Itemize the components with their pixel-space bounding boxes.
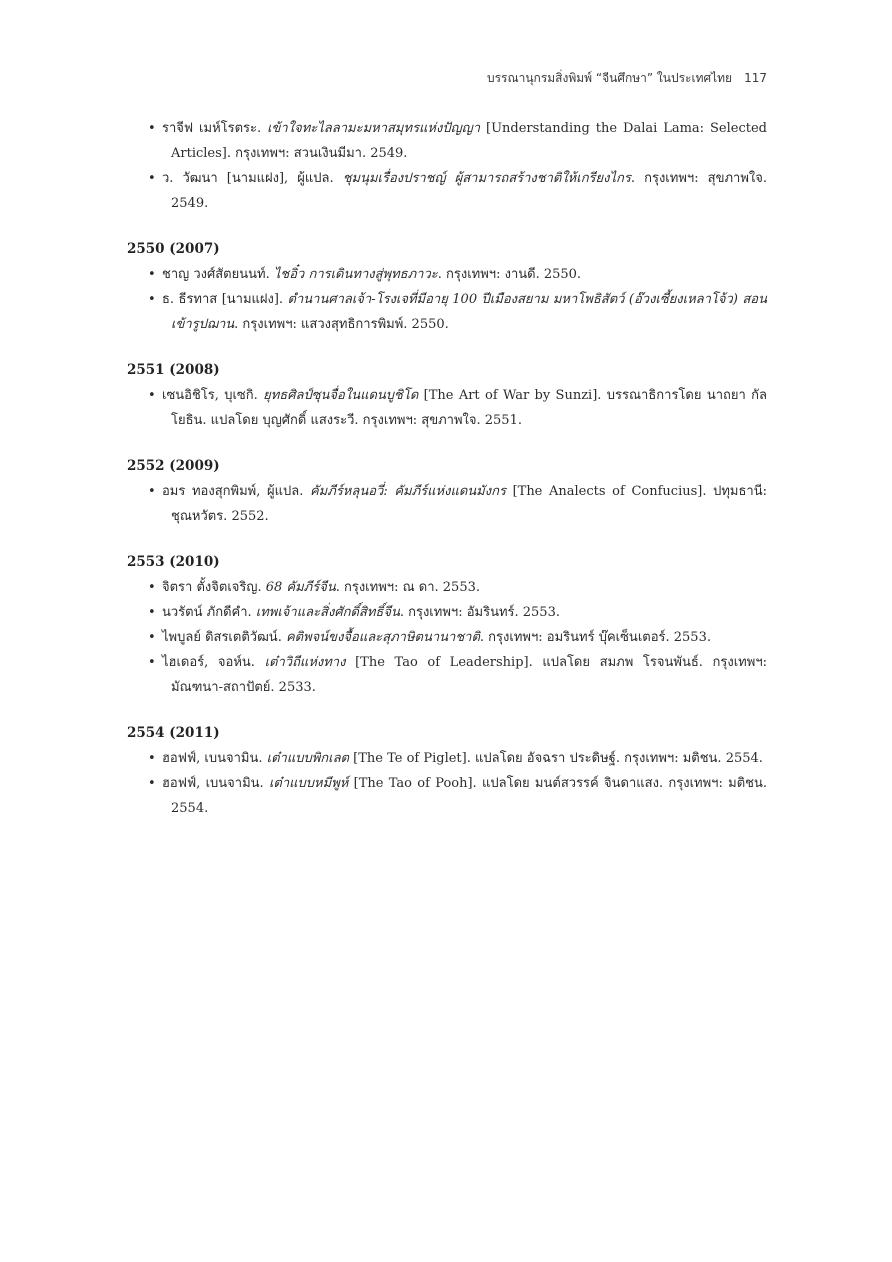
entry-author: อมร ทองสุกพิมพ์, ผู้แปล. (162, 484, 310, 499)
bibliography-entry (127, 262, 767, 287)
entry-publication: . กรุงเทพฯ: สุขภาพใจ. 2549. (171, 171, 768, 211)
entry-author: จิตรา ตั้งจิตเจริญ. (162, 580, 266, 595)
entry-title: 68 คัมภีร์จีน (265, 580, 336, 595)
entry-list (127, 746, 767, 821)
bibliography-entry (127, 746, 767, 771)
bibliography-entry (127, 771, 767, 821)
entry-title: ชุมนุมเรื่องปราชญ์ ผู้สามารถสร้างชาติให้เกรียงไกร (342, 171, 631, 186)
bibliography-section (127, 722, 767, 821)
entry-title: เข้าใจทะไลลามะมหาสมุทรแห่งปัญญา (267, 121, 481, 136)
entry-author: ฮอฟฟ์, เบนจามิน. (162, 776, 269, 791)
bullet-icon: • (148, 292, 156, 307)
entry-author: เซนอิชิโร, บุเซกิ. (162, 388, 264, 403)
entry-author: นวรัตน์ ภักดีคำ. (162, 605, 256, 620)
running-header-title: บรรณานุกรมสิ่งพิมพ์ “จีนศึกษา” ในประเทศไทย (486, 71, 733, 85)
entry-author: ไฮเดอร์, จอห์น. (162, 655, 265, 670)
bibliography-section (127, 238, 767, 337)
bullet-icon: • (148, 484, 156, 499)
bibliography-entry (127, 116, 767, 166)
entry-publication: [The Analects of Confucius]. ปทุมธานี: ชุณหวัตร. 2552. (171, 484, 767, 524)
entry-author: ธ. ธีรทาส [นามแฝง]. (162, 292, 288, 307)
entry-publication: . กรุงเทพฯ: ณ ดา. 2553. (335, 580, 480, 595)
bibliography-section (127, 116, 767, 216)
entry-publication: [The Tao of Pooh]. แปลโดย มนต์สวรรค์ จินดาแสง. กรุงเทพฯ: มติชน. 2554. (171, 776, 767, 816)
entry-author: ชาญ วงศ์สัตยนนท์. (162, 267, 274, 282)
entry-list (127, 383, 767, 433)
bibliography-section (127, 551, 767, 700)
bullet-icon: • (148, 388, 156, 403)
bibliography-entry (127, 383, 767, 433)
entry-author: ฮอฟฟ์, เบนจามิน. (162, 751, 267, 766)
year-heading: 2553 (2010) (127, 554, 220, 570)
bullet-icon: • (148, 171, 156, 186)
running-header (487, 69, 767, 88)
bibliography-entry (127, 479, 767, 529)
entry-publication: [The Te of Piglet]. แปลโดย อัจฉรา ประดิษฐ์. กรุงเทพฯ: มติชน. 2554. (349, 751, 763, 766)
entry-list (127, 116, 767, 216)
year-heading: 2551 (2008) (127, 362, 220, 378)
bibliography-entry (127, 575, 767, 600)
entry-publication: [Understanding the Dalai Lama: Selected Articles]. กรุงเทพฯ: สวนเงินมีมา. 2549. (171, 121, 767, 161)
year-heading: 2552 (2009) (127, 458, 220, 474)
entry-title: ไชอิ๋ว การเดินทางสู่พุทธภาวะ (273, 267, 438, 282)
page-number: 117 (744, 71, 767, 85)
bullet-icon: • (148, 605, 156, 620)
bullet-icon: • (148, 630, 156, 645)
bibliography-section (127, 455, 767, 529)
entry-title: คัมภีร์หลุนอวี่: คัมภีร์แห่งแดนมังกร (309, 484, 506, 499)
bibliography-section (127, 359, 767, 433)
bibliography-entry (127, 625, 767, 650)
entry-title: คติพจน์ขงจื้อและสุภาษิตนานาชาติ (285, 630, 480, 645)
entry-title: เต๋าวิถีแห่งทาง (264, 655, 346, 670)
bibliography-entry (127, 166, 767, 216)
bibliography-body (127, 116, 767, 843)
entry-title: ยุทธศิลป์ซุนจื่อในแดนบูชิโด (263, 388, 419, 403)
entry-list (127, 575, 767, 700)
entry-title: เทพเจ้าและสิ่งศักดิ์สิทธิ์จีน (255, 605, 400, 620)
year-heading: 2554 (2011) (127, 725, 220, 741)
entry-list (127, 262, 767, 337)
entry-author: ราจีฟ เมห์โรตระ. (162, 121, 268, 136)
entry-publication: . กรุงเทพฯ: แสวงสุทธิการพิมพ์. 2550. (234, 317, 449, 332)
bullet-icon: • (148, 776, 156, 791)
bibliography-entry (127, 600, 767, 625)
bibliography-entry (127, 650, 767, 700)
bullet-icon: • (148, 751, 156, 766)
entry-title: ตำนานศาลเจ้า-โรงเจที่มีอายุ 100 ปีเมืองสยาม มหาโพธิสัตว์ (อ๊วงเซี้ยงเหลาโจ้ว) สอนเข้ารูปฌาน (171, 292, 767, 332)
bullet-icon: • (148, 655, 156, 670)
entry-publication: [The Art of War by Sunzi]. บรรณาธิการโดย นาถยา กัลโยธิน. แปลโดย บุญศักดิ์ แสงระวี. กรุงเทพฯ: สุขภาพใจ. 2551. (171, 388, 767, 428)
bullet-icon: • (148, 121, 156, 136)
bullet-icon: • (148, 267, 156, 282)
entry-publication: . กรุงเทพฯ: อัมรินทร์. 2553. (399, 605, 560, 620)
entry-title: เต๋าแบบพิกเลต (266, 751, 350, 766)
entry-title: เต๋าแบบหมีพูห์ (268, 776, 349, 791)
entry-publication: . กรุงเทพฯ: อมรินทร์ บุ๊คเซ็นเตอร์. 2553. (479, 630, 711, 645)
entry-list (127, 479, 767, 529)
year-heading: 2550 (2007) (127, 241, 220, 257)
entry-publication: . กรุงเทพฯ: งานดี. 2550. (437, 267, 582, 282)
bibliography-entry (127, 287, 767, 337)
bullet-icon: • (148, 580, 156, 595)
entry-author: ไพบูลย์ ดิสรเตติวัฒน์. (162, 630, 286, 645)
entry-author: ว. วัฒนา [นามแฝง], ผู้แปล. (162, 171, 343, 186)
entry-publication: [The Tao of Leadership]. แปลโดย สมภพ โรจนพันธ์. กรุงเทพฯ: มัณฑนา-สถาปัตย์. 2533. (171, 655, 768, 695)
